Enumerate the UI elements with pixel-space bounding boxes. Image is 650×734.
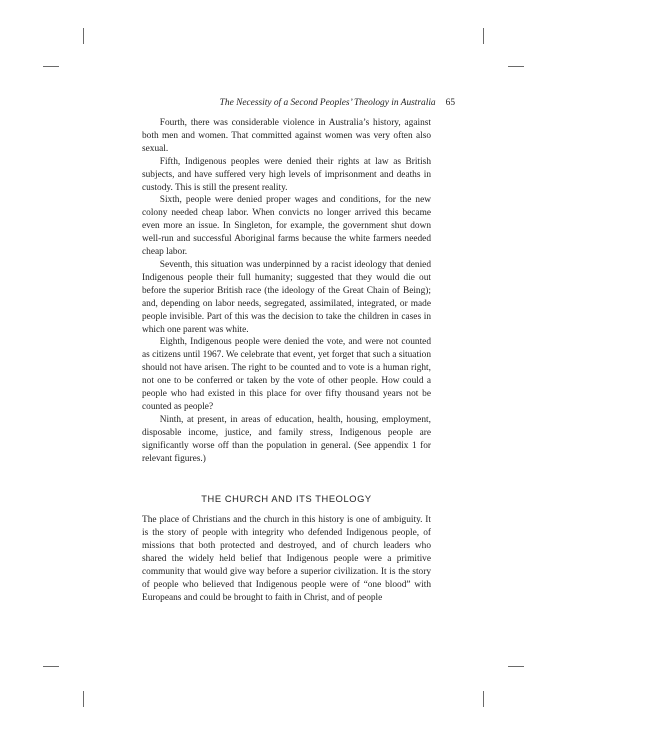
section-heading: THE CHURCH AND ITS THEOLOGY <box>201 494 372 505</box>
body-paragraph: Seventh, this situation was underpinned by a racist ideology that denied Indigenous people their full humanity; suggested that they would die out before the superior British race (the ideology of the Great Chain of Being); and, depending on labor needs, segregated, assimilated, integrated, or made people invisible. Part of this was the decision to take the children in cases in which one parent was white. <box>142 259 431 335</box>
body-paragraph: Fourth, there was considerable violence in Australia’s history, against both men and women. That committed against women was very often also sexual. <box>142 118 431 154</box>
crop-mark-top-right-horizontal <box>508 66 524 67</box>
running-head <box>142 97 455 109</box>
crop-mark-bottom-right <box>483 691 484 707</box>
section-paragraph: The place of Christians and the church in this history is one of ambiguity. It is the story of people with integrity who defended Indigenous people, of missions that both protected and destroyed, and of church leaders who shared the widely held belief that Indigenous people were a primitive community that would give way before a superior civilization. It is the story of people who believed that Indigenous people were of “one blood” with Europeans and could be brought to faith in Christ, and of people <box>142 515 431 603</box>
running-head-title: The Necessity of a Second Peoples’ Theology in Australia <box>219 98 436 108</box>
page-content <box>142 117 431 605</box>
crop-mark-top-left-horizontal <box>43 66 59 67</box>
crop-mark-bottom-right-horizontal <box>508 666 524 667</box>
crop-mark-bottom-left-horizontal <box>43 666 59 667</box>
page-number: 65 <box>445 98 455 108</box>
crop-mark-bottom-left <box>83 691 84 707</box>
body-paragraph: Fifth, Indigenous peoples were denied their rights at law as British subjects, and have suffered very high levels of imprisonment and deaths in custody. This is still the present reality. <box>142 156 431 193</box>
body-paragraph: Ninth, at present, in areas of education, health, housing, employment, disposable income, justice, and family stress, Indigenous people are significantly worse off than the population in general. (See appendix 1 for relevant figures.) <box>142 414 431 464</box>
body-paragraph: Sixth, people were denied proper wages and conditions, for the new colony needed cheap labor. When convicts no longer arrived this became even more an issue. In Singleton, for example, the government shut down well-run and successful Aboriginal farms because the white farmers needed cheap labor. <box>142 195 431 258</box>
crop-mark-top-left <box>83 28 84 44</box>
body-paragraph: Eighth, Indigenous people were denied the vote, and were not counted as citizens until 1967. We celebrate that event, yet forget that such a situation should not have arisen. The right to be counted and to vote is a human right, not one to be conferred or taken by the vote of other people. How could a people who had existed in this place for over fifty thousand years not be counted as people? <box>142 337 431 412</box>
crop-mark-top-right <box>483 28 484 44</box>
